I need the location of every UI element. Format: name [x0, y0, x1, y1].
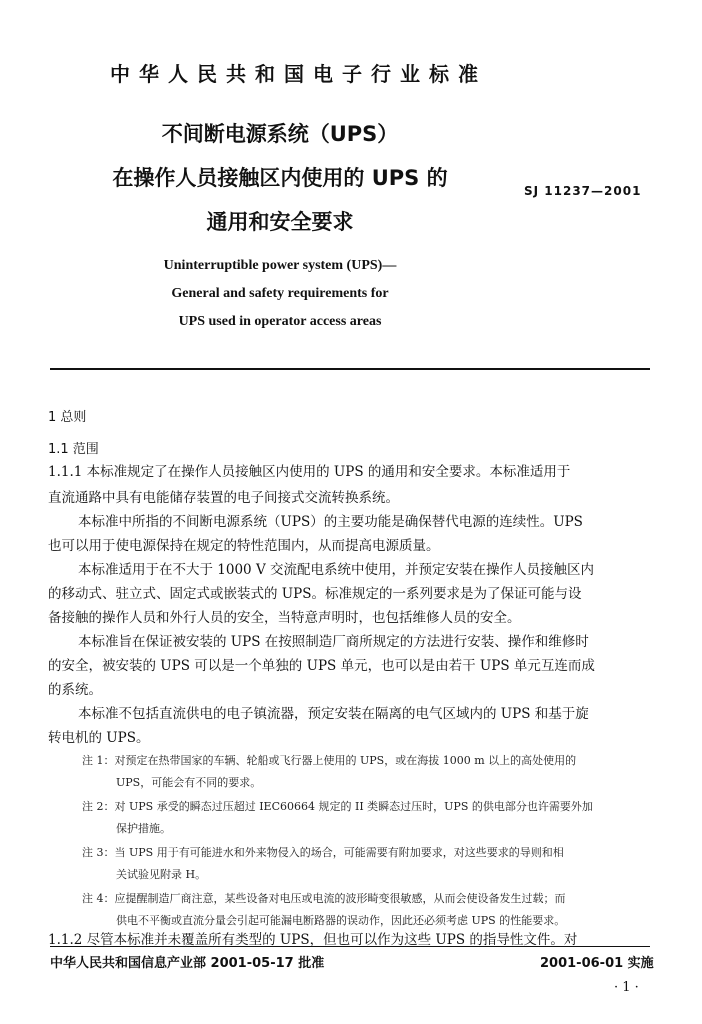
approval-info: 中华人民共和国信息产业部 2001-05-17 批准 — [50, 956, 325, 971]
body-line: 本标准不包括直流供电的电子镇流器，预定安装在隔离的电气区域内的 UPS 和基于旋 — [78, 706, 589, 722]
body-line: 本标准适用于在不大于 1000 V 交流配电系统中使用，并预定安装在操作人员接触区内 — [78, 562, 594, 578]
subsection-heading: 1.1 范围 — [48, 442, 99, 457]
note-3-cont: 关试验见附录 H。 — [116, 868, 207, 881]
note-4 — [82, 890, 652, 906]
note-3 — [82, 844, 652, 860]
note-4-cont: 供电不平衡或直流分量会引起可能漏电断路器的误动作，因此还必须考虑 UPS 的性能要求。 — [116, 914, 566, 927]
body-line: 1.1.1 本标准规定了在操作人员接触区内使用的 UPS 的通用和安全要求。本标准适用于 — [48, 464, 571, 480]
body-line: 也可以用于使电源保持在规定的特性范围内，从而提高电源质量。 — [48, 538, 440, 554]
note-2-cont: 保护措施。 — [116, 822, 171, 835]
body-line: 的系统。 — [48, 682, 102, 698]
footer-divider — [50, 946, 650, 947]
title-cn-line2: 在操作人员接触区内使用的 UPS 的 — [112, 166, 448, 190]
note-1 — [82, 752, 652, 768]
body-line: 的安全，被安装的 UPS 可以是一个单独的 UPS 单元，也可以是由若干 UPS 单元互连而成 — [48, 658, 595, 674]
standard-number: SJ 11237—2001 — [524, 184, 642, 198]
body-line: 备接触的操作人员和外行人员的安全，当特意声明时，也包括维修人员的安全。 — [48, 610, 521, 626]
body-line: 本标准旨在保证被安装的 UPS 在按照制造厂商所规定的方法进行安装、操作和维修时 — [78, 634, 589, 650]
note-label: 注 1： — [82, 754, 115, 767]
note-label: 注 3： — [82, 846, 115, 859]
body-line: 转电机的 UPS。 — [48, 730, 150, 746]
title-en-line2: General and safety requirements for — [171, 286, 389, 301]
implementation-date: 2001-06-01 实施 — [540, 956, 654, 971]
note-2 — [82, 798, 652, 814]
title-en-line1: Uninterruptible power system (UPS)— — [163, 258, 397, 273]
body-line: 本标准中所指的不间断电源系统（UPS）的主要功能是确保替代电源的连续性。UPS — [78, 514, 583, 530]
note-label: 注 4： — [82, 892, 115, 905]
note-text: 当 UPS 用于有可能进水和外来物侵入的场合，可能需要有附加要求，对这些要求的导则和相 — [114, 846, 564, 859]
body-line: 直流通路中具有电能储存装置的电子间接式交流转换系统。 — [48, 490, 399, 506]
note-label: 注 2： — [82, 800, 115, 813]
standard-category-title: 中华人民共和国电子行业标准 — [110, 62, 487, 86]
note-1-cont: UPS，可能会有不同的要求。 — [116, 776, 262, 789]
note-text: 对预定在热带国家的车辆、轮船或飞行器上使用的 UPS，或在海拔 1000 m 以上的高处使用的 — [114, 754, 577, 767]
title-en-line3: UPS used in operator access areas — [178, 314, 382, 329]
note-text: 应提醒制造厂商注意，某些设备对电压或电流的波形畸变很敏感，从而会使设备发生过载；而 — [114, 892, 566, 905]
page-number: · 1 · — [614, 980, 639, 995]
body-line: 的移动式、驻立式、固定式或嵌装式的 UPS。标准规定的一系列要求是为了保证可能与设 — [48, 586, 582, 602]
title-cn-line3: 通用和安全要求 — [206, 210, 354, 234]
title-cn-line1: 不间断电源系统（UPS） — [161, 122, 399, 146]
note-text: 对 UPS 承受的瞬态过压超过 IEC60664 规定的 II 类瞬态过压时，UPS 的供电部分也许需要外加 — [114, 800, 593, 813]
body-line-last: 1.1.2 尽管本标准并未覆盖所有类型的 UPS，但也可以作为这些 UPS 的指导性文件。对 — [48, 932, 578, 948]
section-heading: 1 总则 — [48, 410, 87, 425]
header-divider — [50, 368, 650, 370]
